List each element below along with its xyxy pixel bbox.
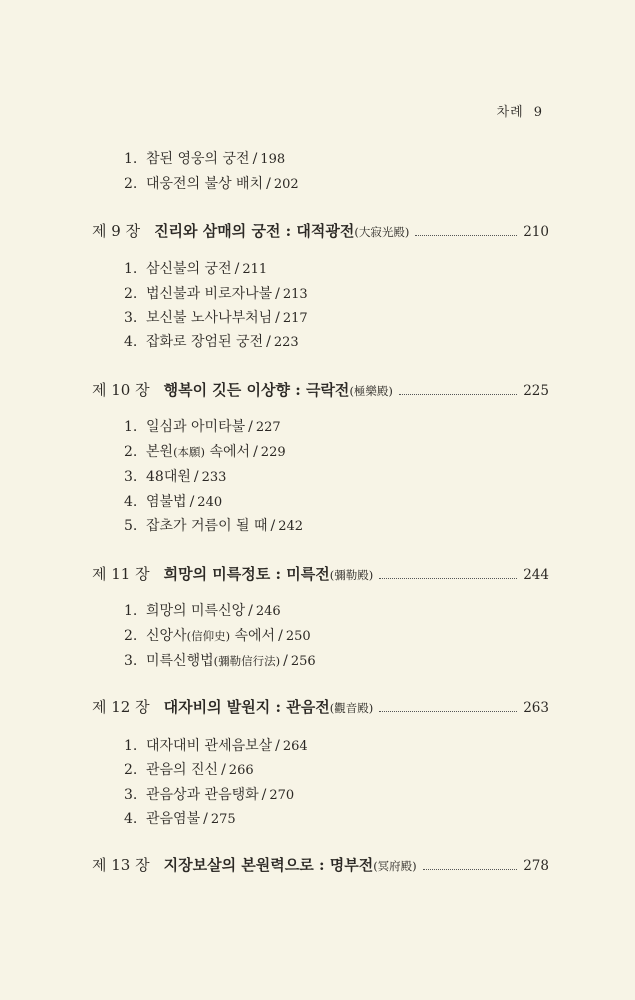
chapter-hanja: (大寂光殿): [354, 225, 410, 239]
item-title: 염불법: [146, 494, 187, 510]
chapter-number: 제 13 장: [92, 856, 150, 874]
item-page: 217: [282, 311, 308, 326]
separator: /: [275, 286, 280, 302]
item-title: 삼신불의 궁전: [146, 261, 232, 277]
chapter-9-heading[interactable]: [92, 220, 549, 241]
item-page: 250: [285, 629, 311, 644]
item-title: 일심과 아미타불: [146, 419, 246, 435]
chapter-number: 제 12 장: [92, 698, 150, 716]
toc-item[interactable]: [124, 331, 299, 351]
separator: /: [278, 628, 283, 644]
chapter-page: 263: [523, 700, 549, 716]
item-number: 1.: [124, 151, 138, 167]
item-number: 2.: [124, 762, 138, 778]
item-page: 213: [282, 287, 308, 302]
item-number: 3.: [124, 469, 138, 485]
item-page: 227: [255, 420, 281, 435]
item-number: 3.: [124, 310, 138, 326]
item-title: 관음의 진신: [146, 762, 219, 778]
item-hanja: (信仰史): [186, 629, 231, 643]
item-number: 1.: [124, 419, 138, 435]
chapter-page: 244: [523, 567, 549, 583]
toc-item[interactable]: [124, 735, 308, 755]
item-hanja: (本願): [173, 445, 206, 459]
toc-item[interactable]: [124, 784, 294, 804]
item-number: 2.: [124, 628, 138, 644]
chapter-13-heading[interactable]: [92, 854, 549, 875]
item-title: 신앙사: [146, 628, 187, 644]
toc-item[interactable]: [124, 491, 222, 511]
item-number: 3.: [124, 787, 138, 803]
toc-item[interactable]: [124, 283, 308, 303]
chapter-page: 210: [523, 224, 549, 240]
chapter-page: 278: [523, 858, 549, 874]
toc-item[interactable]: [124, 625, 311, 645]
chapter-title: 진리와 삼매의 궁전 : 대적광전: [154, 222, 355, 240]
item-page: 242: [278, 519, 304, 534]
item-title: 대자대비 관세음보살: [146, 738, 273, 754]
separator: /: [261, 787, 267, 803]
separator: /: [248, 603, 253, 619]
separator: /: [253, 444, 258, 460]
separator: /: [193, 469, 199, 485]
separator: /: [275, 310, 280, 326]
item-title: 관음상과 관음탱화: [146, 787, 259, 803]
dot-leader: [399, 394, 517, 395]
item-title: 보신불 노사나부처님: [146, 310, 273, 326]
dot-leader: [423, 869, 518, 870]
item-page: 275: [210, 812, 236, 827]
item-number: 2.: [124, 176, 138, 192]
item-page: 270: [269, 788, 295, 803]
chapter-hanja: (冥府殿): [373, 859, 417, 873]
separator: /: [266, 334, 271, 350]
item-page: 264: [282, 739, 308, 754]
item-title: 48대원: [146, 469, 191, 485]
item-title: 참된 영웅의 궁전: [146, 151, 250, 167]
item-title: 잡화로 장엄된 궁전: [146, 334, 264, 350]
chapter-number: 제 9 장: [92, 222, 141, 240]
separator: /: [270, 518, 276, 534]
item-page: 240: [197, 495, 223, 510]
item-title-suffix: 속에서: [230, 628, 276, 644]
chapter-number: 제 11 장: [92, 565, 150, 583]
toc-item[interactable]: [124, 441, 286, 461]
item-number: 1.: [124, 603, 138, 619]
item-page: 211: [242, 262, 268, 277]
item-title: 잡초가 거름이 될 때: [146, 518, 268, 534]
toc-item[interactable]: [124, 759, 254, 779]
item-page: 256: [290, 654, 316, 669]
item-number: 1.: [124, 738, 138, 754]
item-title: 대웅전의 불상 배치: [146, 176, 264, 192]
item-number: 1.: [124, 261, 138, 277]
item-number: 2.: [124, 286, 138, 302]
separator: /: [252, 151, 258, 167]
item-page: 233: [201, 470, 227, 485]
chapter-title: 희망의 미륵정토 : 미륵전: [163, 565, 330, 583]
separator: /: [266, 176, 271, 192]
chapter-12-heading[interactable]: [92, 696, 549, 717]
separator: /: [234, 261, 240, 277]
chapter-page: 225: [523, 383, 549, 399]
item-page: 229: [260, 445, 286, 460]
header-label: 차례: [496, 105, 524, 120]
item-page: 202: [273, 177, 299, 192]
item-number: 4.: [124, 494, 138, 510]
separator: /: [189, 494, 195, 510]
item-number: 2.: [124, 444, 138, 460]
chapter-11-heading[interactable]: [92, 563, 549, 584]
item-page: 246: [255, 604, 281, 619]
toc-item[interactable]: [124, 515, 303, 535]
item-title: 법신불과 비로자나불: [146, 286, 273, 302]
toc-item[interactable]: [124, 466, 226, 486]
header-page-number: 9: [533, 105, 543, 120]
item-title: 희망의 미륵신앙: [146, 603, 246, 619]
item-number: 5.: [124, 518, 138, 534]
toc-item[interactable]: [124, 148, 285, 168]
chapter-hanja: (彌勒殿): [329, 568, 374, 582]
item-page: 266: [228, 763, 254, 778]
dot-leader: [415, 235, 517, 236]
chapter-hanja: (觀音殿): [329, 701, 374, 715]
chapter-10-heading[interactable]: [92, 379, 549, 400]
toc-item[interactable]: [124, 307, 308, 327]
separator: /: [275, 738, 280, 754]
dot-leader: [379, 711, 517, 712]
chapter-title: 지장보살의 본원력으로 : 명부전: [163, 856, 374, 874]
separator: /: [221, 762, 226, 778]
separator: /: [283, 653, 288, 669]
item-number: 4.: [124, 334, 138, 350]
toc-item[interactable]: [124, 600, 281, 620]
item-hanja: (彌勒信行法): [213, 654, 281, 668]
toc-item[interactable]: [124, 808, 236, 828]
item-title: 관음염불: [146, 811, 201, 827]
item-number: 3.: [124, 653, 138, 669]
toc-item[interactable]: [124, 416, 281, 436]
chapter-title: 대자비의 발원지 : 관음전: [163, 698, 330, 716]
separator: /: [203, 811, 208, 827]
toc-item[interactable]: [124, 258, 267, 278]
item-title-suffix: 속에서: [205, 444, 251, 460]
item-title: 미륵신행법: [146, 653, 214, 669]
item-page: 198: [260, 152, 286, 167]
dot-leader: [379, 578, 517, 579]
item-number: 4.: [124, 811, 138, 827]
toc-item[interactable]: [124, 173, 299, 193]
item-title: 본원: [146, 444, 174, 460]
chapter-number: 제 10 장: [92, 381, 150, 399]
item-page: 223: [273, 335, 299, 350]
separator: /: [248, 419, 253, 435]
chapter-title: 행복이 깃든 이상향 : 극락전: [163, 381, 350, 399]
toc-item[interactable]: [124, 650, 316, 670]
chapter-hanja: (極樂殿): [349, 384, 393, 398]
